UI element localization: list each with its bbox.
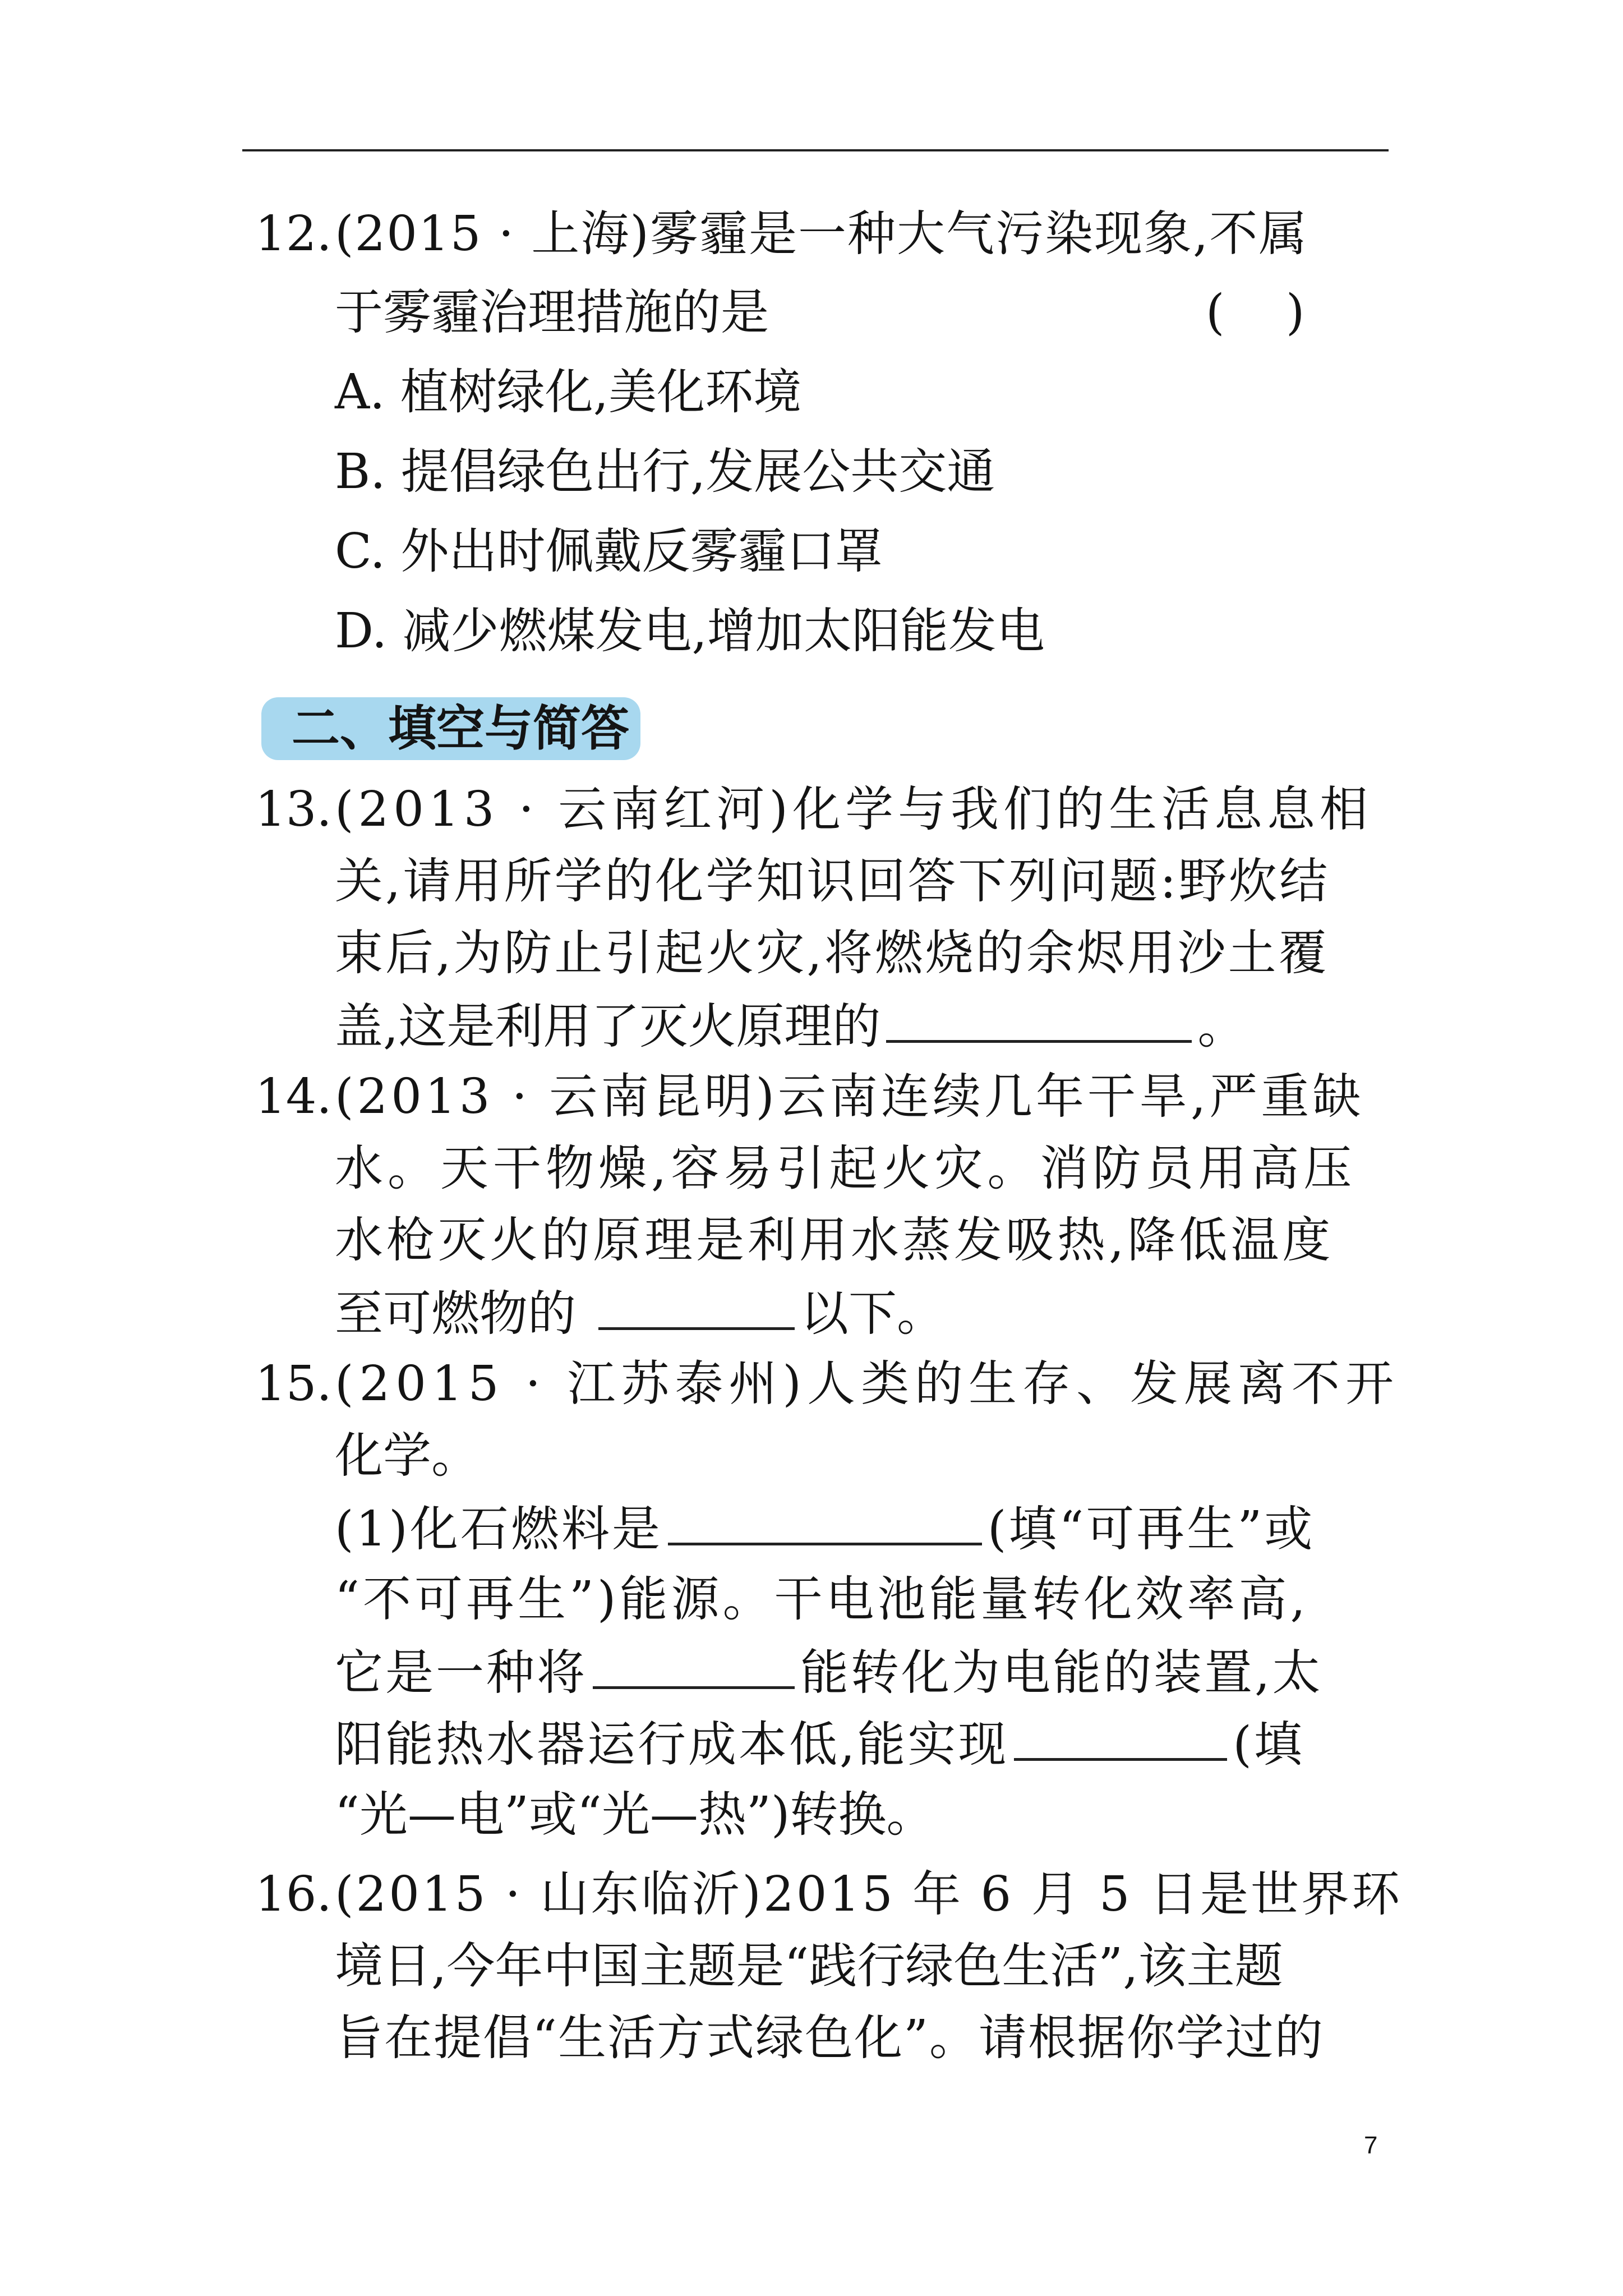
answer-blank[interactable]	[593, 1647, 795, 1689]
text-segment: (填	[1233, 1717, 1304, 1773]
question-text: (2013 · 云南昆明)云南连续几年干旱,严重缺	[335, 1069, 1364, 1125]
section-title: 二、填空与简答	[261, 697, 640, 760]
answer-bracket: ( )	[1206, 284, 1305, 341]
question-number: 13.	[255, 781, 332, 838]
text-segment: (填“可再生”或	[987, 1501, 1315, 1557]
question-text	[335, 1286, 945, 1342]
text-segment: (1)化石燃料是	[335, 1501, 662, 1557]
question-text: 于雾霾治理措施的是	[335, 284, 769, 341]
question-text	[335, 999, 1246, 1055]
question-text: 关,请用所学的化学知识回答下列问题:野炊结	[335, 853, 1330, 909]
answer-blank[interactable]	[886, 1001, 1192, 1043]
option-a: A. 植树绿化,美化环境	[335, 364, 802, 420]
question-text	[335, 1501, 1315, 1557]
question-text	[335, 1717, 1304, 1773]
page-number: 7	[1364, 2132, 1378, 2159]
question-text: 旨在提倡“生活方式绿色化”。请根据你学过的	[335, 2010, 1324, 2066]
answer-blank[interactable]	[1014, 1719, 1227, 1761]
answer-blank[interactable]	[598, 1288, 795, 1330]
question-number: 12.	[255, 206, 332, 262]
question-text: (2015 · 上海)雾霾是一种大气污染现象,不属	[335, 206, 1308, 262]
option-d: D. 减少燃煤发电,增加太阳能发电	[335, 603, 1045, 659]
question-number: 15.	[255, 1356, 332, 1412]
text-segment: 以下。	[800, 1286, 945, 1342]
question-text: 水。天干物燥,容易引起火灾。消防员用高压	[335, 1140, 1357, 1197]
question-text: (2015 · 山东临沂)2015 年 6 月 5 日是世界环	[335, 1866, 1402, 1922]
text-segment: 。	[1197, 999, 1246, 1055]
text-segment: 阳能热水器运行成本低,能实现	[335, 1717, 1009, 1773]
question-text: (2013 · 云南红河)化学与我们的生活息息相	[335, 781, 1372, 838]
question-number: 16.	[255, 1866, 332, 1922]
option-b: B. 提倡绿色出行,发展公共交通	[335, 444, 995, 500]
text-segment: 它是一种将	[335, 1645, 587, 1701]
question-text: 水枪灭火的原理是利用水蒸发吸热,降低温度	[335, 1212, 1334, 1268]
text-segment: 能转化为电能的装置,太	[800, 1645, 1323, 1701]
question-text: 化学。	[335, 1428, 479, 1484]
question-number: 14.	[255, 1069, 332, 1125]
question-text: (2015 · 江苏泰州)人类的生存、发展离不开	[335, 1356, 1399, 1412]
answer-blank[interactable]	[668, 1503, 982, 1545]
question-text: “光—电”或“光—热”)转换。	[335, 1787, 935, 1843]
option-c: C. 外出时佩戴反雾霾口罩	[335, 523, 883, 579]
text-segment: 盖,这是利用了灭火原理的	[335, 999, 881, 1055]
question-text: 境日,今年中国主题是“践行绿色生活”,该主题	[335, 1938, 1283, 1994]
question-text: 束后,为防止引起火灾,将燃烧的余烬用沙土覆	[335, 925, 1329, 981]
question-text	[335, 1645, 1323, 1701]
header-rule	[242, 149, 1389, 151]
question-text: “不可再生”)能源。干电池能量转化效率高,	[335, 1571, 1309, 1627]
text-segment: 至可燃物的	[335, 1286, 576, 1342]
